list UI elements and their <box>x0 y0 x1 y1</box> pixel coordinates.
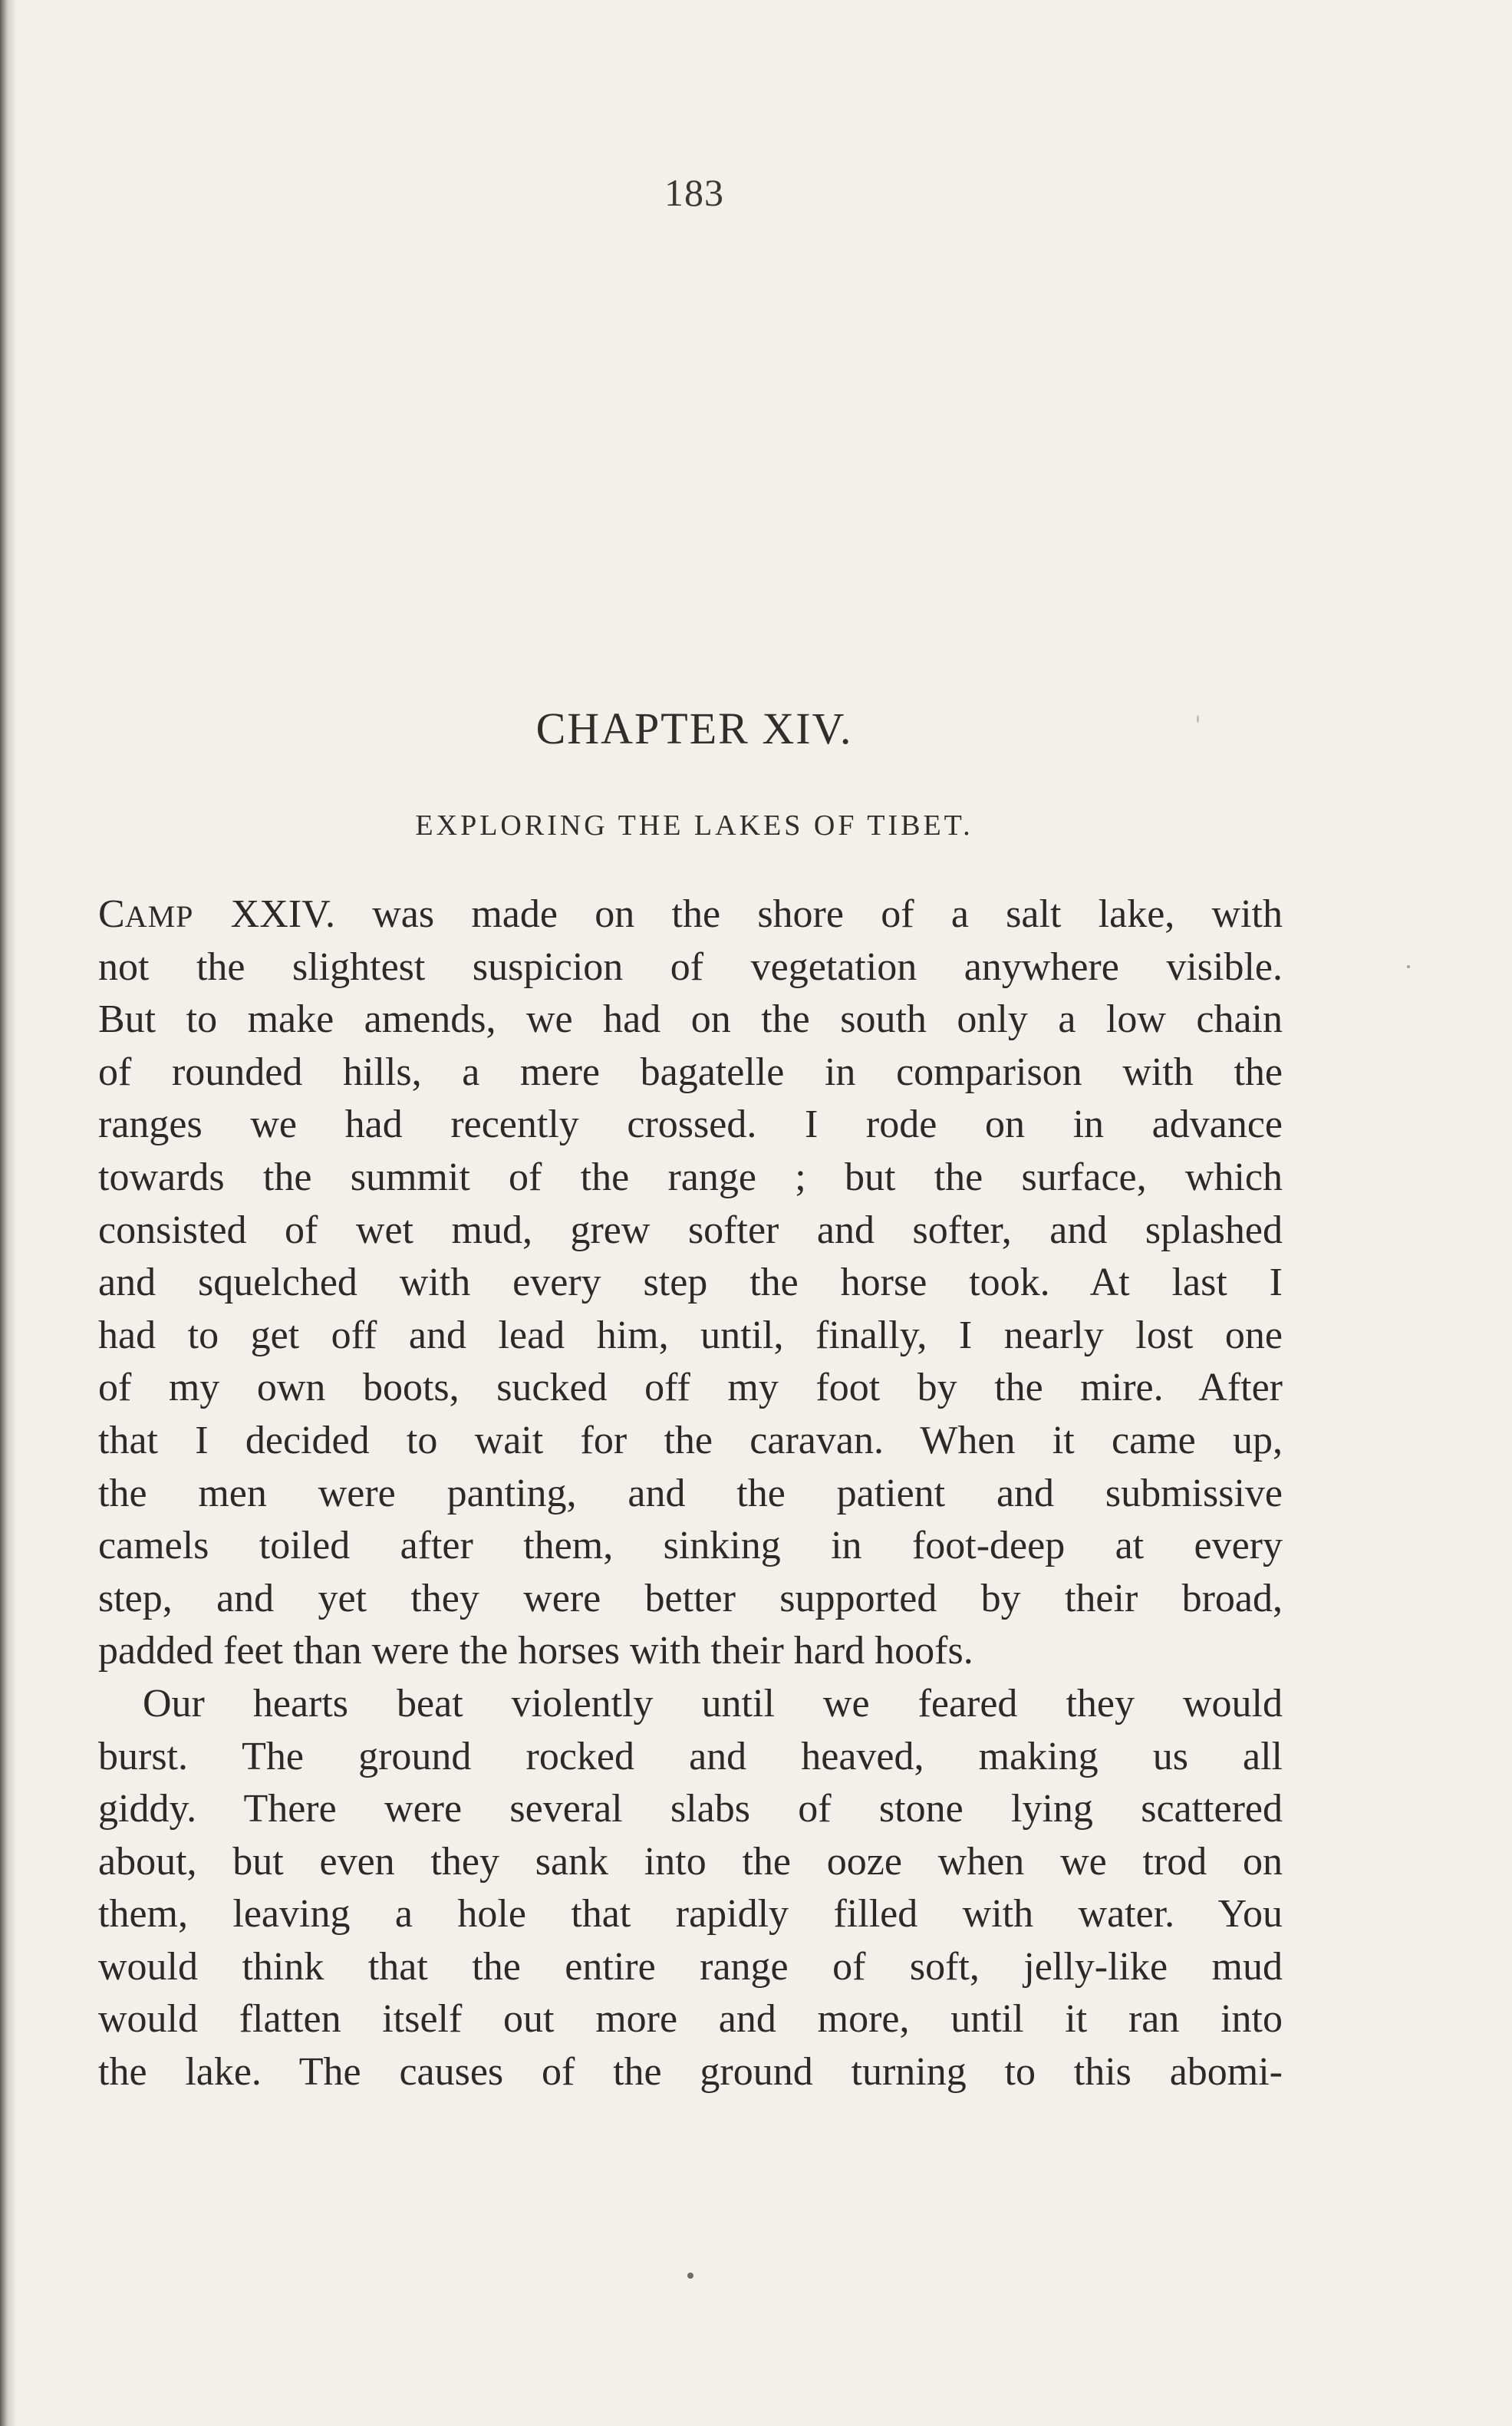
page-number: 183 <box>664 171 724 214</box>
text-line: towards the summit of the range ; but the surface, which <box>98 1155 1283 1199</box>
text-line <box>98 888 1283 941</box>
text-line: that I decided to wait for the caravan. When it came up, <box>98 1418 1283 1462</box>
text-line: would think that the entire range of soft, jelly-like mud <box>98 1944 1283 1989</box>
body-text <box>98 888 1283 2099</box>
text-line: camels toiled after them, sinking in foot-deep at every <box>98 1524 1283 1568</box>
text-line: about, but even they sank into the ooze when we trod on <box>98 1839 1283 1884</box>
camp-initial: C <box>98 892 125 936</box>
text-line: padded feet than were the horses with their hard hoofs. <box>98 1629 973 1673</box>
text-line: would flatten itself out more and more, until it ran into <box>98 1997 1283 2042</box>
text-line: giddy. There were several slabs of stone lying scattered <box>98 1787 1283 1831</box>
text-line-content: XXIV. was made on the shore of a salt lake, with <box>193 892 1283 936</box>
text-line: Our hearts beat violently until we feared they would <box>143 1681 1283 1726</box>
paper-speck <box>1197 715 1199 723</box>
paper-speck <box>1407 965 1410 968</box>
text-line: of my own boots, sucked off my foot by the mire. After <box>98 1366 1283 1410</box>
chapter-title: EXPLORING THE LAKES OF TIBET. <box>415 809 973 842</box>
text-line: of rounded hills, a mere bagatelle in comparison with the <box>98 1050 1283 1094</box>
text-line: the lake. The causes of the ground turning to this abomi- <box>98 2050 1283 2095</box>
chapter-heading: CHAPTER XIV. <box>535 704 853 753</box>
text-line: had to get off and lead him, until, finally, I nearly lost one <box>98 1313 1283 1357</box>
text-line: and squelched with every step the horse took. At last I <box>98 1261 1283 1305</box>
text-line: step, and yet they were better supported by their broad, <box>98 1576 1283 1620</box>
text-line: ranges we had recently crossed. I rode on in advance <box>98 1103 1283 1147</box>
text-line: consisted of wet mud, grew softer and softer, and splashed <box>98 1208 1283 1252</box>
text-line: the men were panting, and the patient and submissive <box>98 1471 1283 1515</box>
paper-speck <box>687 2273 693 2279</box>
page-binding-edge <box>0 0 17 2426</box>
text-line: But to make amends, we had on the south only a low chain <box>98 997 1283 1042</box>
text-line: burst. The ground rocked and heaved, making us all <box>98 1734 1283 1778</box>
camp-small-caps: AMP <box>124 899 194 934</box>
text-line: them, leaving a hole that rapidly filled with water. You <box>98 1892 1283 1937</box>
text-line: not the slightest suspicion of vegetation anywhere visible. <box>98 944 1283 989</box>
